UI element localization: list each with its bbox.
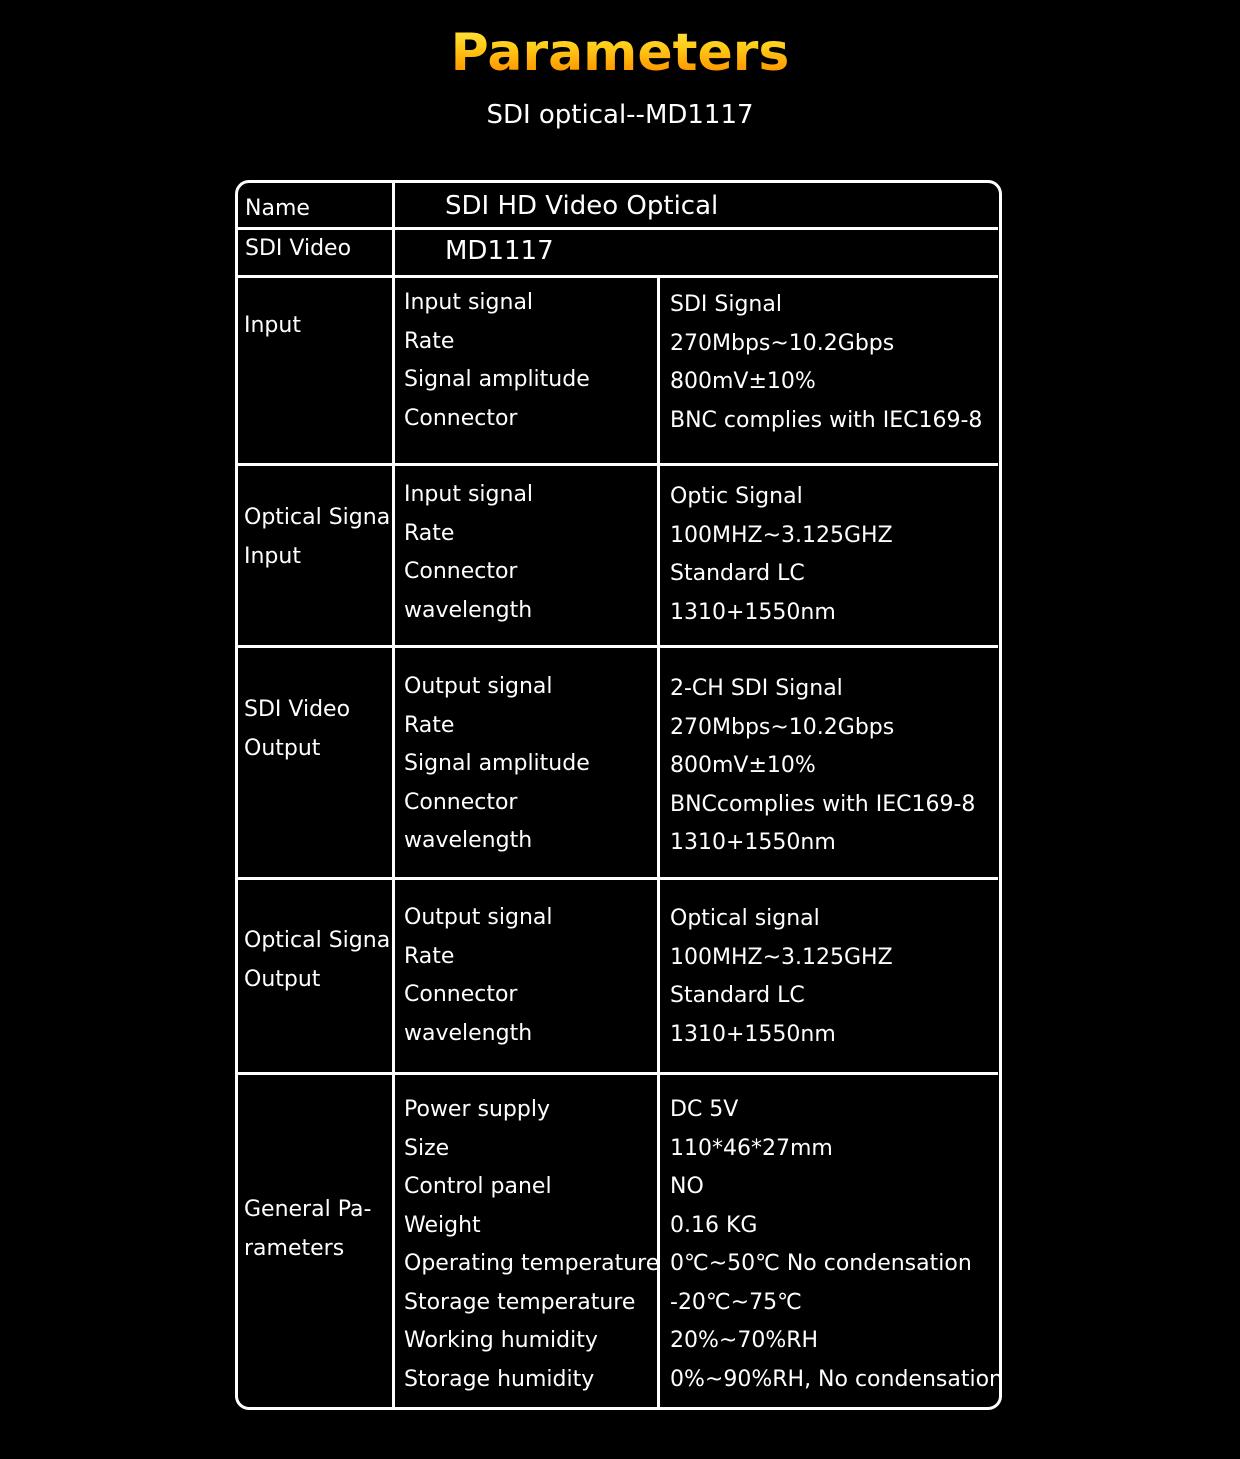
- row-divider: [237, 463, 998, 466]
- param-name: Connector: [404, 405, 518, 431]
- model-value: MD1117: [445, 236, 554, 266]
- param-name: Rate: [404, 520, 455, 546]
- param-value: -20℃~75℃: [670, 1289, 802, 1315]
- param-name: Operating temperature: [404, 1251, 660, 1276]
- column-divider: [392, 182, 395, 1407]
- group-label: [244, 691, 350, 768]
- group-params: [404, 284, 590, 438]
- model-label: SDI Video: [245, 236, 352, 261]
- group-label-line: Input: [244, 313, 301, 338]
- param-name: wavelength: [404, 1020, 533, 1046]
- group-label-line: Input: [244, 543, 301, 569]
- param-value: 20%~70%RH: [670, 1328, 819, 1353]
- group-values: [670, 670, 975, 863]
- param-value: 0%~90%RH, No condensation: [670, 1366, 1003, 1392]
- param-value: 110*46*27mm: [670, 1135, 833, 1161]
- param-value: DC 5V: [670, 1097, 739, 1122]
- param-value: Optic Signal: [670, 484, 803, 509]
- group-params: [404, 476, 533, 630]
- row-divider: [237, 1072, 998, 1075]
- param-value: 800mV±10%: [670, 369, 816, 394]
- group-values: [670, 286, 982, 440]
- group-label: [244, 1191, 371, 1268]
- param-value: SDI Signal: [670, 292, 782, 317]
- param-value: BNC complies with IEC169-8: [670, 407, 983, 433]
- param-value: 270Mbps~10.2Gbps: [670, 330, 895, 356]
- param-name: wavelength: [404, 828, 533, 853]
- param-name: Storage temperature: [404, 1289, 636, 1315]
- row-divider: [237, 227, 998, 230]
- param-value: Optical signal: [670, 906, 820, 931]
- param-name: Input signal: [404, 482, 534, 507]
- group-values: [670, 478, 893, 632]
- param-value: 0℃~50℃ No condensation: [670, 1251, 972, 1276]
- group-label-line: rameters: [244, 1235, 345, 1261]
- param-name: Connector: [404, 982, 518, 1007]
- param-value: Standard LC: [670, 983, 805, 1008]
- group-params: [404, 1091, 659, 1399]
- row-divider: [237, 877, 998, 880]
- param-name: Storage humidity: [404, 1366, 595, 1392]
- param-value: 800mV±10%: [670, 753, 816, 778]
- param-value: 2-CH SDI Signal: [670, 676, 843, 701]
- param-name: Rate: [404, 943, 455, 969]
- group-label-line: SDI Video: [244, 697, 351, 722]
- param-value: NO: [670, 1174, 704, 1199]
- param-value: 100MHZ~3.125GHZ: [670, 944, 893, 970]
- group-label-line: General Pa-: [244, 1197, 372, 1222]
- param-name: Signal amplitude: [404, 751, 590, 776]
- param-name: Output signal: [404, 905, 553, 930]
- group-values: [670, 900, 893, 1054]
- param-name: Rate: [404, 328, 455, 354]
- group-label-line: Optical Signal: [244, 928, 397, 953]
- group-label-line: Output: [244, 735, 321, 761]
- param-name: Size: [404, 1135, 450, 1161]
- group-values: [670, 1091, 1003, 1399]
- group-label: [244, 307, 301, 346]
- group-label-line: Optical Signal: [244, 505, 397, 530]
- param-name: Input signal: [404, 290, 534, 315]
- param-name: Rate: [404, 712, 455, 738]
- param-value: 1310+1550nm: [670, 599, 836, 625]
- param-name: Signal amplitude: [404, 367, 590, 392]
- param-value: 1310+1550nm: [670, 1021, 836, 1047]
- name-value: SDI HD Video Optical: [445, 191, 719, 221]
- group-label-line: Output: [244, 966, 321, 992]
- param-name: Control panel: [404, 1174, 552, 1199]
- group-params: [404, 668, 590, 861]
- param-value: 100MHZ~3.125GHZ: [670, 522, 893, 548]
- page-subtitle: SDI optical--MD1117: [486, 100, 754, 130]
- param-value: 270Mbps~10.2Gbps: [670, 714, 895, 740]
- name-label: Name: [245, 196, 310, 221]
- param-name: Connector: [404, 789, 518, 815]
- group-label: [244, 499, 396, 576]
- param-name: Power supply: [404, 1097, 550, 1122]
- row-divider: [237, 645, 998, 648]
- param-value: Standard LC: [670, 561, 805, 586]
- param-name: Weight: [404, 1212, 481, 1238]
- param-name: Output signal: [404, 674, 553, 699]
- param-name: Connector: [404, 559, 518, 584]
- param-name: wavelength: [404, 597, 533, 623]
- param-value: 1310+1550nm: [670, 830, 836, 855]
- group-params: [404, 899, 553, 1053]
- group-label: [244, 922, 396, 999]
- param-value: 0.16 KG: [670, 1212, 758, 1238]
- row-divider: [237, 275, 998, 278]
- param-value: BNCcomplies with IEC169-8: [670, 791, 976, 817]
- page-title: Parameters: [0, 18, 1240, 88]
- param-name: Working humidity: [404, 1328, 598, 1353]
